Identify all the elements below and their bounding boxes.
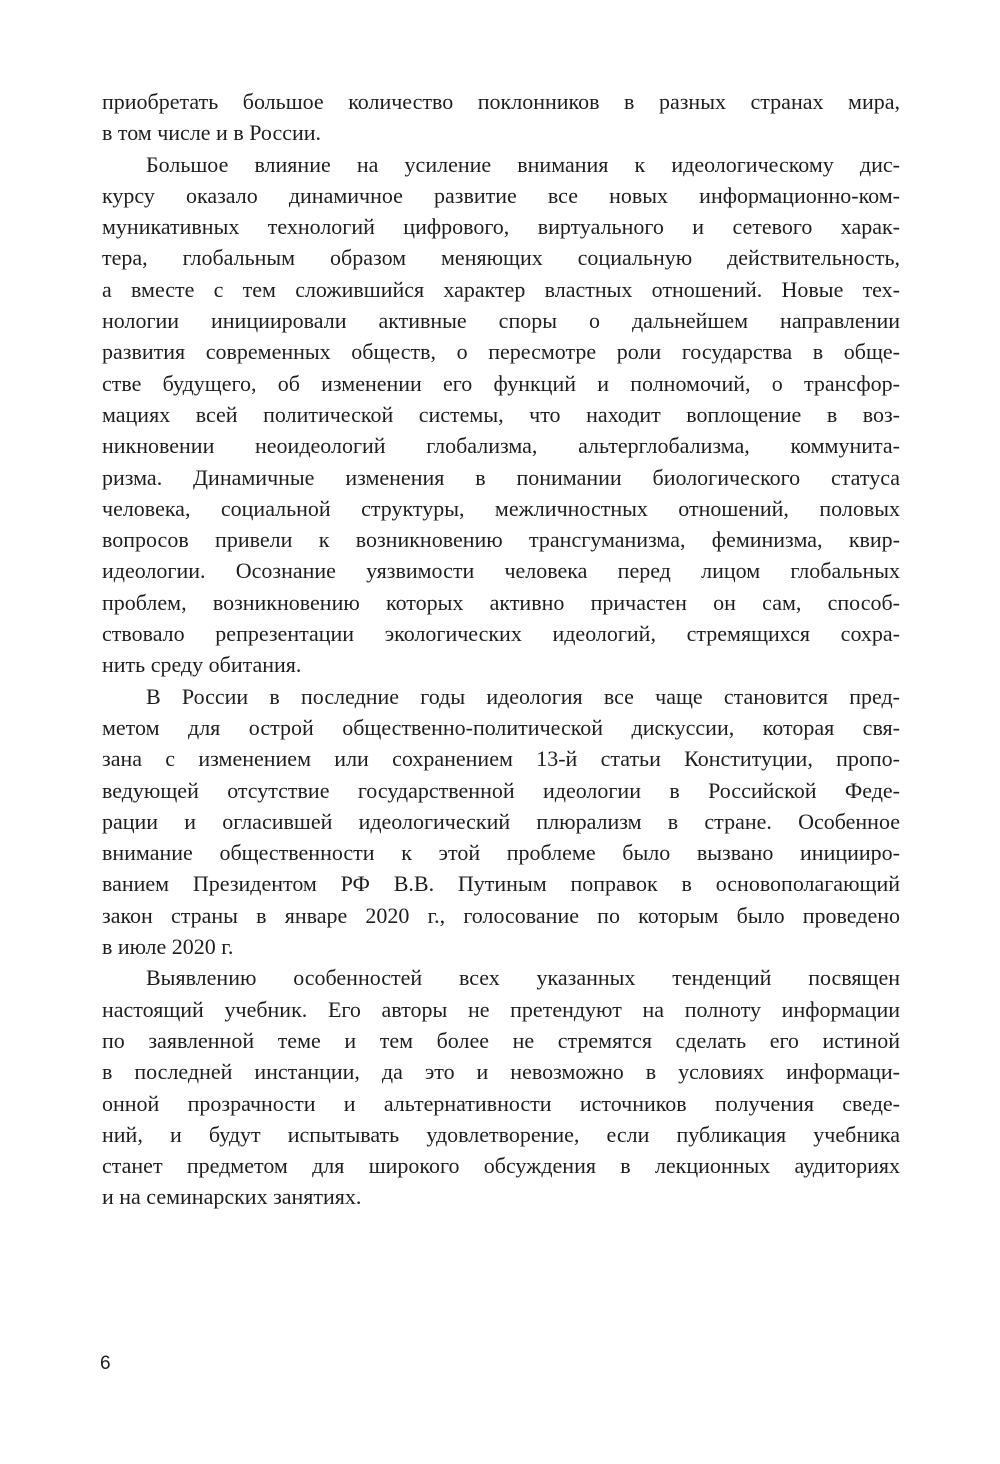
text-line: по заявленной теме и тем более не стремятся сделать его истиной — [102, 1027, 900, 1053]
text-line: и на семинарских занятиях. — [102, 1184, 362, 1210]
body-text — [102, 86, 900, 1213]
text-line: ний, и будут испытывать удовлетворение, если публикация учебника — [102, 1121, 900, 1147]
text-line: закон страны в январе 2020 г., голосование по которым было проведено — [102, 902, 900, 928]
text-line: никновении неоидеологий глобализма, альтерглобализма, коммунита- — [102, 433, 900, 459]
text-line: вопросов привели к возникновению трансгуманизма, феминизма, квир- — [102, 527, 900, 553]
text-line: в том числе и в России. — [102, 120, 322, 146]
text-line: нологии инициировали активные споры о дальнейшем направлении — [102, 308, 900, 334]
text-line: метом для острой общественно-политической дискуссии, которая свя- — [102, 714, 900, 740]
text-line: в последней инстанции, да это и невозможно в условиях информаци- — [102, 1059, 900, 1085]
text-line: проблем, возникновению которых активно причастен он сам, способ- — [102, 589, 900, 615]
text-line: тера, глобальным образом меняющих социальную действительность, — [102, 245, 900, 271]
text-line: рации и огласившей идеологический плюрализм в стране. Особенное — [102, 808, 900, 834]
text-line: внимание общественности к этой проблеме было вызвано иницииро- — [102, 840, 900, 866]
text-line: онной прозрачности и альтернативности источников получения сведе- — [102, 1090, 900, 1116]
text-line: в июле 2020 г. — [102, 934, 234, 960]
text-line: мациях всей политической системы, что находит воплощение в воз- — [102, 401, 900, 427]
text-line: В России в последние годы идеология все чаще становится пред- — [146, 683, 900, 709]
text-line: Большое влияние на усиление внимания к идеологическому дис- — [146, 151, 900, 177]
text-line: человека, социальной структуры, межличностных отношений, половых — [102, 495, 900, 521]
text-line: приобретать большое количество поклонников в разных странах мира, — [102, 89, 900, 114]
text-line: ванием Президентом РФ В.В. Путиным поправок в основополагающий — [102, 871, 900, 897]
text-line: ствовало репрезентации экологических идеологий, стремящихся сохра- — [102, 621, 900, 647]
text-line: Выявлению особенностей всех указанных тенденций посвящен — [146, 965, 900, 991]
text-line: муникативных технологий цифрового, виртуального и сетевого харак- — [102, 214, 900, 240]
page-number: 6 — [100, 1353, 111, 1374]
text-line: курсу оказало динамичное развитие все новых информационно-ком- — [102, 182, 900, 208]
text-line: зана с изменением или сохранением 13-й статьи Конституции, пропо- — [102, 746, 900, 772]
text-line: а вместе с тем сложившийся характер властных отношений. Новые тех- — [102, 276, 900, 302]
text-line: стве будущего, об изменении его функций и полномочий, о трансфор- — [102, 370, 900, 396]
text-line: развития современных обществ, о пересмотре роли государства в обще- — [102, 339, 900, 365]
text-line: ризма. Динамичные изменения в понимании биологического статуса — [102, 464, 900, 490]
text-line: ведующей отсутствие государственной идеологии в Российской Феде- — [102, 777, 900, 803]
text-line: станет предметом для широкого обсуждения в лекционных аудиториях — [102, 1153, 900, 1179]
text-line: идеологии. Осознание уязвимости человека перед лицом глобальных — [102, 558, 900, 584]
text-line: нить среду обитания. — [102, 652, 302, 678]
text-line: настоящий учебник. Его авторы не претендуют на полноту информации — [102, 996, 900, 1022]
